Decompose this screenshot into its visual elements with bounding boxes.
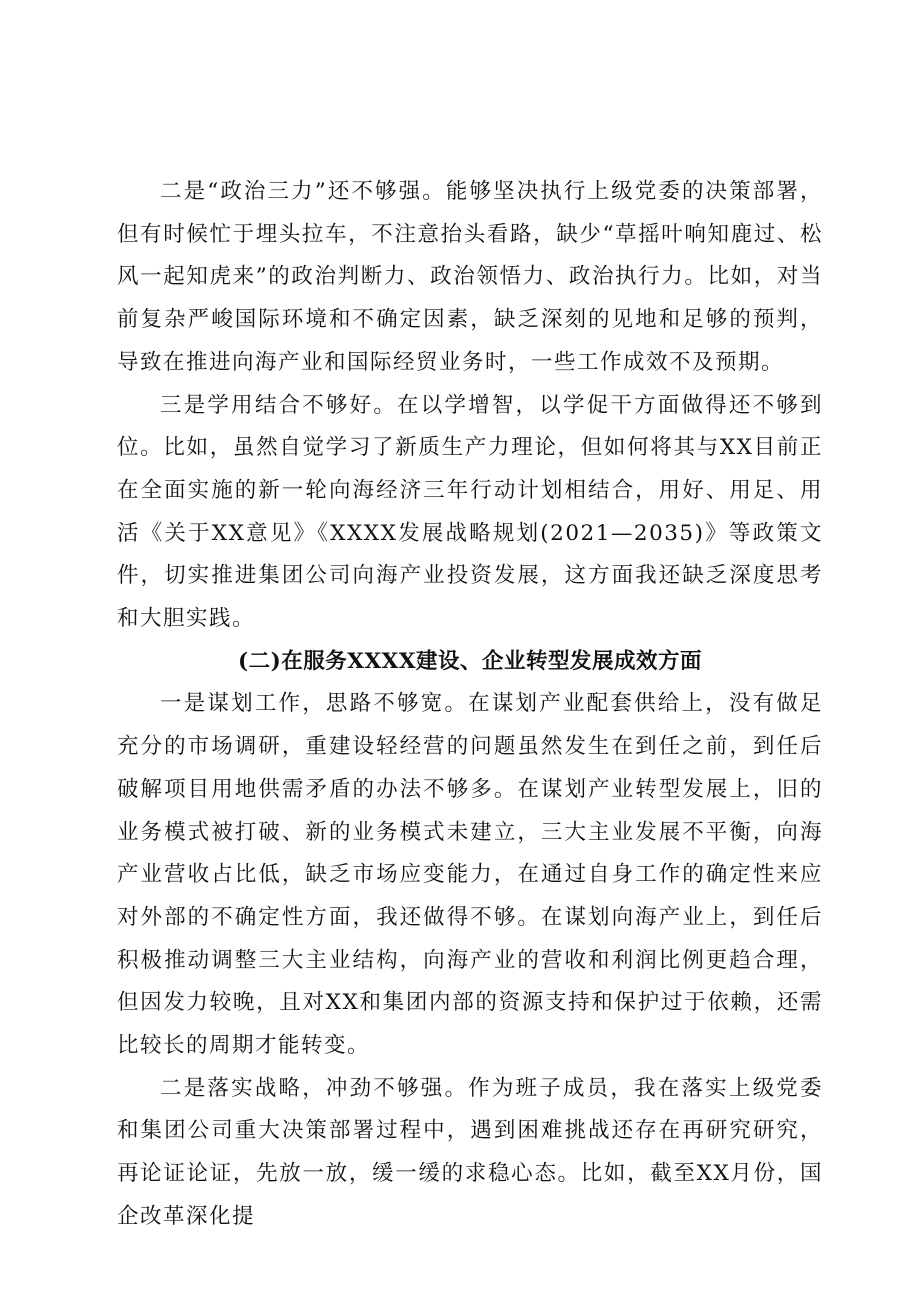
paragraph-strategy-implementation: 二是落实战略，冲劲不够强。作为班子成员，我在落实上级党委和集团公司重大决策部署过程中，遇到困难挑战还存在再研究研究，再论证论证，先放一放，缓一缓的求稳心态。比如，截至XX月份，国企改革深化提 [117, 1075, 823, 1229]
paragraph-planning-work: 一是谋划工作，思路不够宽。在谋划产业配套供给上，没有做足充分的市场调研，重建设轻经营的问题虽然发生在到任之前，到任后破解项目用地供需矛盾的办法不够多。在谋划产业转型发展上，旧的业务模式被打破、新的业务模式未建立，三大主业发展不平衡，向海产业营收占比低，缺乏市场应变能力，在通过自身工作的确定性来应对外部的不确定性方面，我还做得不够。在谋划向海产业上，到任后积极推动调整三大主业结构，向海产业的营收和利润比例更趋合理，但因发力较晚，且对XX和集团内部的资源支持和保护过于依赖，还需比较长的周期才能转变。 [117, 691, 823, 1059]
paragraph-political-capacity: 二是“政治三力”还不够强。能够坚决执行上级党委的决策部署，但有时候忙于埋头拉车，不注意抬头看路，缺少“草摇叶响知鹿过、松风一起知虎来”的政治判断力、政治领悟力、政治执行力。比如，对当前复杂严峻国际环境和不确定因素，缺乏深刻的见地和足够的预判，导致在推进向海产业和国际经贸业务时，一些工作成效不及预期。 [117, 179, 823, 375]
section-heading: (二)在服务XXXX建设、企业转型发展成效方面 [237, 648, 703, 674]
paragraph-learning-application: 三是学用结合不够好。在以学增智，以学促干方面做得还不够到位。比如，虽然自觉学习了新质生产力理论，但如何将其与XX目前正在全面实施的新一轮向海经济三年行动计划相结合，用好、用足、用活《关于XX意见》《XXXX发展战略规划(2021—2035)》等政策文件，切实推进集团公司向海产业投资发展，这方面我还缺乏深度思考和大胆实践。 [117, 392, 823, 632]
document-body [117, 171, 823, 1239]
